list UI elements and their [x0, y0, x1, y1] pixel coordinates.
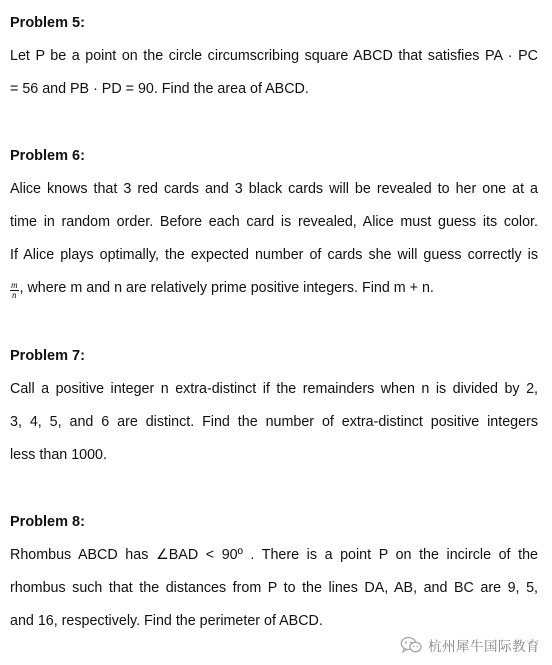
problem-text-tail: , where m and n are relatively prime positive integers. Find m + n.	[19, 280, 434, 296]
problem-text-line: Call a positive integer n extra-distinct if the remainders when n is divided by 2,	[10, 381, 538, 397]
watermark	[400, 633, 540, 657]
problem-title: Problem 8:	[10, 514, 85, 530]
wechat-icon	[400, 636, 422, 654]
problem-text-line: rhombus such that the distances from P to the lines DA, AB, and BC are 9, 5,	[10, 580, 538, 596]
watermark-text: 杭州犀牛国际教育	[428, 639, 540, 654]
problem-text-line: less than 1000.	[10, 447, 107, 463]
problem-title: Problem 6:	[10, 148, 85, 164]
problem-text-line: and 16, respectively. Find the perimeter of ABCD.	[10, 613, 323, 629]
problem-text-line: Alice knows that 3 red cards and 3 black cards will be revealed to her one at a	[10, 181, 538, 197]
problem-text-line: = 56 and PB · PD = 90. Find the area of ABCD.	[10, 81, 309, 97]
problem-8	[10, 512, 538, 631]
fraction-m-over-n	[10, 281, 19, 300]
problem-title: Problem 7:	[10, 348, 85, 364]
fraction-denominator: n	[12, 290, 17, 300]
problem-7	[10, 346, 538, 465]
problem-text-line	[10, 278, 538, 298]
problem-5	[10, 13, 538, 99]
problem-text-line: Rhombus ABCD has ∠BAD < 90º . There is a point P on the incircle of the	[10, 547, 538, 563]
problem-text-line: time in random order. Before each card is revealed, Alice must guess its color.	[10, 214, 538, 230]
problem-text-line: 3, 4, 5, and 6 are distinct. Find the number of extra-distinct positive integers	[10, 414, 538, 430]
problem-title: Problem 5:	[10, 15, 85, 31]
problem-6	[10, 146, 538, 298]
problem-text-line: If Alice plays optimally, the expected number of cards she will guess correctly is	[10, 247, 538, 263]
fraction-numerator: m	[11, 280, 18, 290]
problem-text-line: Let P be a point on the circle circumscribing square ABCD that satisfies PA · PC	[10, 48, 538, 64]
